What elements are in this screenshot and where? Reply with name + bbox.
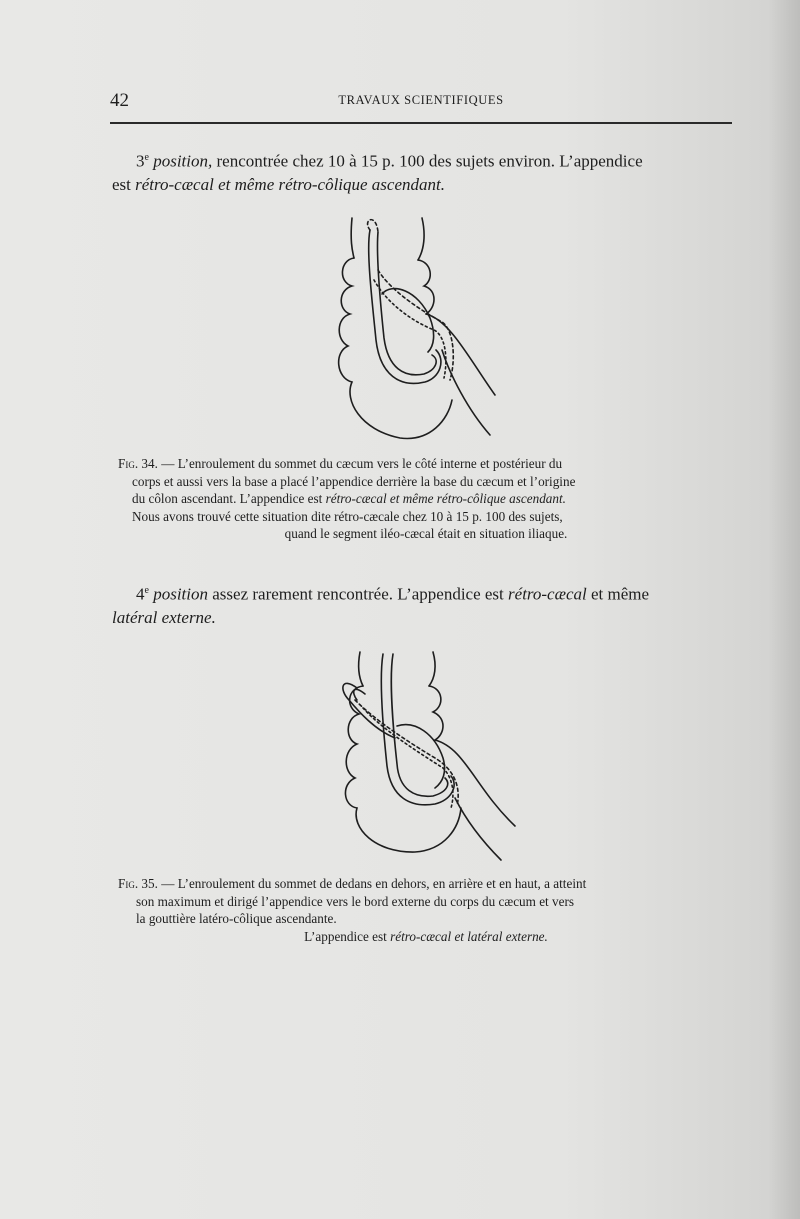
figure-34-caption xyxy=(118,455,734,543)
figure-34-line-5: quand le segment iléo-cæcal était en situation iliaque. xyxy=(284,526,568,541)
paragraph-3-text-1: rencontrée chez 10 à 15 p. 100 des sujets environ. L’appendice xyxy=(212,151,643,171)
paragraph-fourth-position xyxy=(112,579,734,629)
ordinal-4: 4 xyxy=(136,584,145,604)
figure-34-line-2: corps et aussi vers la base a placé l’appendice derrière la base du cæcum et l’origine xyxy=(132,473,576,489)
figure-34-label: Fig. 34. xyxy=(118,456,158,471)
paragraph-3-italic-2: rétro-cæcal et même rétro-côlique ascendant. xyxy=(135,174,445,194)
figure-35-line-4-plain: L’appendice est xyxy=(304,928,391,944)
header-rule xyxy=(110,122,732,124)
paragraph-3-text-2: est xyxy=(112,174,136,194)
figure-35-caption xyxy=(118,875,734,945)
position-word-3: position, xyxy=(153,151,213,171)
figure-34-line-3-plain: du côlon ascendant. L’appendice est xyxy=(132,491,326,506)
figure-34-line-1: — L’enroulement du sommet du cæcum vers le côté interne et postérieur du xyxy=(157,456,563,471)
page-header xyxy=(110,90,732,112)
paragraph-third-position xyxy=(112,146,734,196)
figure-35-line-4-italic: rétro-cæcal et latéral externe. xyxy=(390,928,548,944)
paragraph-4-text-1: assez rarement rencontrée. L’appendice est xyxy=(208,584,509,604)
figure-34-line-4: Nous avons trouvé cette situation dite rétro-cæcale chez 10 à 15 p. 100 des sujets, xyxy=(132,508,563,524)
page-number: 42 xyxy=(110,90,129,111)
figure-35-label: Fig. 35. xyxy=(118,876,158,891)
paragraph-4-text-2: et même xyxy=(586,584,650,604)
paragraph-4-italic-1: rétro-cæcal xyxy=(508,584,587,604)
figure-35-illustration xyxy=(335,648,530,868)
figure-35-line-3: la gouttière latéro-côlique ascendante. xyxy=(136,911,337,926)
ordinal-3-suffix: e xyxy=(144,152,149,163)
figure-34-illustration xyxy=(330,210,520,450)
running-head: TRAVAUX SCIENTIFIQUES xyxy=(338,93,504,107)
ordinal-4-suffix: e xyxy=(144,585,149,596)
figure-34-line-3-italic: rétro-cæcal et même rétro-côlique ascendant. xyxy=(325,491,566,506)
figure-35-line-2: son maximum et dirigé l’appendice vers le bord externe du corps du cæcum et vers xyxy=(136,893,574,909)
paragraph-4-italic-2: latéral externe. xyxy=(112,607,216,627)
figure-35-line-1: — L’enroulement du sommet de dedans en dehors, en arrière et en haut, a atteint xyxy=(157,876,587,891)
position-word-4: position xyxy=(153,584,208,604)
ordinal-3: 3 xyxy=(136,151,145,171)
